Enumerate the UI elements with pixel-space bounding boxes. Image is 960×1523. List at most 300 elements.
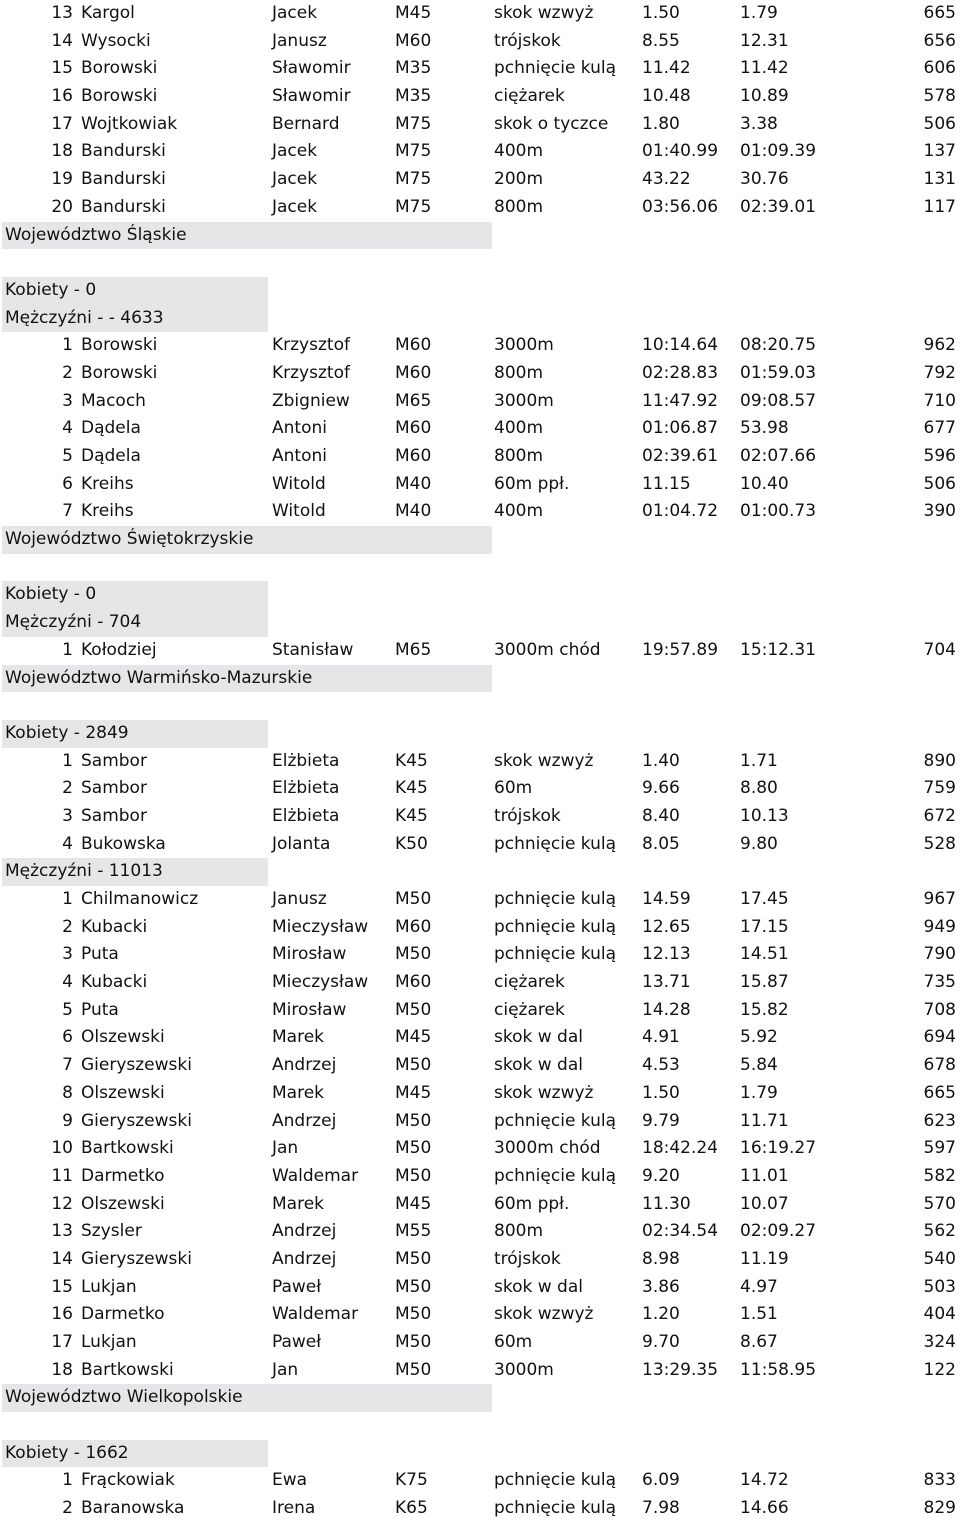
table-row bbox=[0, 941, 960, 969]
points: 578 bbox=[923, 86, 956, 107]
event-name: skok w dal bbox=[494, 1276, 583, 1297]
points: 570 bbox=[923, 1193, 956, 1214]
result: 11.15 bbox=[642, 473, 691, 494]
age-graded-result: 11.01 bbox=[740, 1165, 789, 1186]
first-name: Jacek bbox=[272, 169, 318, 190]
gender-header-row bbox=[0, 720, 960, 748]
first-name: Sławomir bbox=[272, 58, 351, 79]
event-name: 400m bbox=[494, 141, 544, 162]
age-graded-result: 1.51 bbox=[740, 1304, 778, 1325]
gender-header: Mężczyźni - 704 bbox=[5, 612, 142, 633]
table-row bbox=[0, 748, 960, 776]
first-name: Elżbieta bbox=[272, 750, 340, 771]
first-name: Mirosław bbox=[272, 944, 347, 965]
points: 596 bbox=[923, 446, 956, 466]
result: 13.71 bbox=[642, 972, 691, 993]
surname: Frąckowiak bbox=[81, 1470, 175, 1491]
age-graded-result: 17.45 bbox=[740, 889, 789, 909]
points: 506 bbox=[923, 473, 956, 494]
points: 677 bbox=[923, 418, 956, 439]
age-category: M50 bbox=[395, 1110, 432, 1131]
gender-header-row bbox=[0, 858, 960, 886]
result: 43.22 bbox=[642, 169, 691, 190]
points: 131 bbox=[923, 169, 956, 190]
place-number: 2 bbox=[62, 362, 73, 383]
place-number: 7 bbox=[62, 1055, 73, 1076]
first-name: Jacek bbox=[272, 141, 318, 162]
first-name: Mirosław bbox=[272, 999, 347, 1020]
points: 708 bbox=[923, 999, 956, 1020]
first-name: Paweł bbox=[272, 1332, 322, 1352]
table-row bbox=[0, 55, 960, 83]
age-category: K75 bbox=[395, 1470, 428, 1491]
result: 01:04.72 bbox=[642, 501, 719, 522]
place-number: 4 bbox=[62, 833, 73, 854]
age-category: K45 bbox=[395, 778, 428, 799]
first-name: Jacek bbox=[272, 3, 318, 23]
gender-header-row bbox=[0, 305, 960, 333]
first-name: Andrzej bbox=[272, 1110, 337, 1131]
first-name: Witold bbox=[272, 501, 326, 522]
surname: Kubacki bbox=[81, 916, 148, 937]
age-graded-result: 09:08.57 bbox=[740, 390, 817, 411]
result: 01:40.99 bbox=[642, 141, 719, 162]
place-number: 14 bbox=[51, 30, 73, 51]
age-graded-result: 11:58.95 bbox=[740, 1359, 817, 1380]
age-category: M50 bbox=[395, 1359, 432, 1380]
age-graded-result: 53.98 bbox=[740, 418, 789, 439]
surname: Szysler bbox=[81, 1221, 142, 1242]
age-category: M55 bbox=[395, 1221, 432, 1242]
gender-header: Mężczyźni - 11013 bbox=[5, 861, 163, 882]
result: 1.50 bbox=[642, 1082, 680, 1103]
event-name: pchnięcie kulą bbox=[494, 916, 617, 937]
age-category: M60 bbox=[395, 916, 432, 937]
points: 672 bbox=[923, 805, 956, 826]
region-header: Województwo Wielkopolskie bbox=[5, 1387, 243, 1408]
first-name: Elżbieta bbox=[272, 778, 340, 799]
age-graded-result: 5.92 bbox=[740, 1027, 778, 1048]
spacer-row bbox=[0, 249, 960, 277]
points: 656 bbox=[923, 30, 956, 51]
age-category: M50 bbox=[395, 1055, 432, 1076]
event-name: 400m bbox=[494, 501, 544, 522]
table-row bbox=[0, 166, 960, 194]
place-number: 19 bbox=[51, 169, 73, 190]
age-category: M50 bbox=[395, 889, 432, 909]
result: 9.66 bbox=[642, 778, 680, 799]
first-name: Jacek bbox=[272, 196, 318, 217]
event-name: ciężarek bbox=[494, 86, 565, 107]
age-category: M50 bbox=[395, 1332, 432, 1352]
table-row bbox=[0, 775, 960, 803]
age-category: M45 bbox=[395, 1082, 432, 1103]
age-category: K45 bbox=[395, 750, 428, 771]
surname: Wysocki bbox=[81, 30, 151, 51]
age-category: M75 bbox=[395, 113, 432, 134]
age-graded-result: 01:00.73 bbox=[740, 501, 817, 522]
age-graded-result: 3.38 bbox=[740, 113, 778, 134]
first-name: Antoni bbox=[272, 418, 327, 439]
result: 01:06.87 bbox=[642, 418, 719, 439]
event-name: skok o tyczce bbox=[494, 113, 609, 134]
table-row bbox=[0, 1191, 960, 1219]
age-graded-result: 12.31 bbox=[740, 30, 789, 51]
result: 10.48 bbox=[642, 86, 691, 107]
surname: Borowski bbox=[81, 86, 158, 107]
first-name: Andrzej bbox=[272, 1055, 337, 1076]
age-category: M50 bbox=[395, 1276, 432, 1297]
age-category: K50 bbox=[395, 833, 428, 854]
first-name: Paweł bbox=[272, 1276, 322, 1297]
result: 18:42.24 bbox=[642, 1138, 719, 1159]
first-name: Elżbieta bbox=[272, 805, 340, 826]
event-name: pchnięcie kulą bbox=[494, 1470, 617, 1491]
place-number: 5 bbox=[62, 446, 73, 466]
event-name: 60m bbox=[494, 1332, 533, 1352]
result: 14.28 bbox=[642, 999, 691, 1020]
age-graded-result: 14.51 bbox=[740, 944, 789, 965]
gender-header: Kobiety - 0 bbox=[5, 279, 97, 300]
age-category: M75 bbox=[395, 196, 432, 217]
place-number: 7 bbox=[62, 501, 73, 522]
event-name: skok wzwyż bbox=[494, 1082, 594, 1103]
surname: Darmetko bbox=[81, 1165, 165, 1186]
first-name: Witold bbox=[272, 473, 326, 494]
age-graded-result: 02:07.66 bbox=[740, 446, 817, 466]
place-number: 17 bbox=[51, 113, 73, 134]
points: 528 bbox=[923, 833, 956, 854]
surname: Bandurski bbox=[81, 141, 166, 162]
gender-header: Kobiety - 0 bbox=[5, 584, 97, 605]
age-graded-result: 01:09.39 bbox=[740, 141, 817, 162]
place-number: 11 bbox=[51, 1165, 73, 1186]
table-row bbox=[0, 111, 960, 139]
result: 4.53 bbox=[642, 1055, 680, 1076]
event-name: skok wzwyż bbox=[494, 3, 594, 23]
result: 8.98 bbox=[642, 1248, 680, 1269]
place-number: 20 bbox=[51, 196, 73, 217]
points: 122 bbox=[923, 1359, 956, 1380]
result: 11.30 bbox=[642, 1193, 691, 1214]
event-name: 60m ppł. bbox=[494, 1193, 570, 1214]
result: 10:14.64 bbox=[642, 335, 719, 356]
result: 11.42 bbox=[642, 58, 691, 79]
place-number: 16 bbox=[51, 86, 73, 107]
gender-header-row bbox=[0, 277, 960, 305]
age-graded-result: 08:20.75 bbox=[740, 335, 817, 356]
place-number: 8 bbox=[62, 1082, 73, 1103]
surname: Olszewski bbox=[81, 1082, 165, 1103]
event-name: ciężarek bbox=[494, 972, 565, 993]
event-name: pchnięcie kulą bbox=[494, 944, 617, 965]
age-category: M40 bbox=[395, 501, 432, 522]
region-header: Województwo Świętokrzyskie bbox=[5, 529, 254, 550]
first-name: Bernard bbox=[272, 113, 340, 134]
table-row bbox=[0, 1135, 960, 1163]
age-category: M50 bbox=[395, 1165, 432, 1186]
event-name: pchnięcie kulą bbox=[494, 833, 617, 854]
table-row bbox=[0, 1301, 960, 1329]
first-name: Marek bbox=[272, 1193, 325, 1214]
event-name: 800m bbox=[494, 446, 544, 466]
age-category: M35 bbox=[395, 86, 432, 107]
event-name: 800m bbox=[494, 362, 544, 383]
event-name: pchnięcie kulą bbox=[494, 1165, 617, 1186]
result: 8.05 bbox=[642, 833, 680, 854]
table-row bbox=[0, 415, 960, 443]
table-row bbox=[0, 1357, 960, 1385]
first-name: Irena bbox=[272, 1498, 316, 1519]
points: 678 bbox=[923, 1055, 956, 1076]
surname: Lukjan bbox=[81, 1332, 137, 1352]
surname: Puta bbox=[81, 944, 119, 965]
spacer-row bbox=[0, 692, 960, 720]
surname: Kargol bbox=[81, 3, 135, 23]
age-category: M50 bbox=[395, 1248, 432, 1269]
event-name: skok w dal bbox=[494, 1055, 583, 1076]
result: 8.40 bbox=[642, 805, 680, 826]
first-name: Waldemar bbox=[272, 1304, 359, 1325]
first-name: Krzysztof bbox=[272, 362, 350, 383]
points: 324 bbox=[923, 1332, 956, 1352]
result: 12.13 bbox=[642, 944, 691, 965]
gender-header: Kobiety - 2849 bbox=[5, 722, 129, 743]
place-number: 15 bbox=[51, 58, 73, 79]
points: 949 bbox=[923, 916, 956, 937]
table-row bbox=[0, 138, 960, 166]
surname: Macoch bbox=[81, 390, 146, 411]
place-number: 1 bbox=[62, 639, 73, 660]
age-category: M40 bbox=[395, 473, 432, 494]
event-name: 60m ppł. bbox=[494, 473, 570, 494]
points: 623 bbox=[923, 1110, 956, 1131]
surname: Gieryszewski bbox=[81, 1110, 192, 1131]
region-header-row bbox=[0, 526, 960, 554]
age-category: M45 bbox=[395, 3, 432, 23]
region-header-row bbox=[0, 665, 960, 693]
event-name: trójskok bbox=[494, 1248, 561, 1269]
points: 562 bbox=[923, 1221, 956, 1242]
age-category: M60 bbox=[395, 362, 432, 383]
event-name: 60m bbox=[494, 778, 533, 799]
result: 13:29.35 bbox=[642, 1359, 719, 1380]
table-row bbox=[0, 360, 960, 388]
points: 506 bbox=[923, 113, 956, 134]
table-row bbox=[0, 1163, 960, 1191]
event-name: 3000m bbox=[494, 335, 554, 356]
first-name: Andrzej bbox=[272, 1248, 337, 1269]
result: 3.86 bbox=[642, 1276, 680, 1297]
table-row bbox=[0, 1329, 960, 1357]
place-number: 2 bbox=[62, 916, 73, 937]
event-name: 400m bbox=[494, 418, 544, 439]
gender-header-row bbox=[0, 609, 960, 637]
place-number: 18 bbox=[51, 1359, 73, 1380]
region-header-row bbox=[0, 1384, 960, 1412]
result: 12.65 bbox=[642, 916, 691, 937]
table-row bbox=[0, 637, 960, 665]
surname: Lukjan bbox=[81, 1276, 137, 1297]
gender-header: Kobiety - 1662 bbox=[5, 1442, 129, 1463]
age-category: M50 bbox=[395, 1304, 432, 1325]
first-name: Jan bbox=[272, 1359, 299, 1380]
age-graded-result: 02:39.01 bbox=[740, 196, 817, 217]
age-graded-result: 10.89 bbox=[740, 86, 789, 107]
points: 967 bbox=[923, 889, 956, 909]
event-name: 3000m chód bbox=[494, 639, 601, 660]
surname: Sambor bbox=[81, 750, 147, 771]
surname: Darmetko bbox=[81, 1304, 165, 1325]
surname: Bandurski bbox=[81, 196, 166, 217]
first-name: Andrzej bbox=[272, 1221, 337, 1242]
first-name: Waldemar bbox=[272, 1165, 359, 1186]
surname: Olszewski bbox=[81, 1193, 165, 1214]
surname: Sambor bbox=[81, 805, 147, 826]
place-number: 5 bbox=[62, 999, 73, 1020]
age-graded-result: 14.66 bbox=[740, 1498, 789, 1519]
gender-header-row bbox=[0, 1440, 960, 1468]
age-graded-result: 4.97 bbox=[740, 1276, 778, 1297]
age-category: M75 bbox=[395, 141, 432, 162]
surname: Kreihs bbox=[81, 501, 134, 522]
age-category: M60 bbox=[395, 418, 432, 439]
spacer-row bbox=[0, 1412, 960, 1440]
age-graded-result: 17.15 bbox=[740, 916, 789, 937]
place-number: 6 bbox=[62, 473, 73, 494]
surname: Wojtkowiak bbox=[81, 113, 178, 134]
age-graded-result: 01:59.03 bbox=[740, 362, 817, 383]
age-category: M50 bbox=[395, 999, 432, 1020]
event-name: 800m bbox=[494, 1221, 544, 1242]
surname: Sambor bbox=[81, 778, 147, 799]
table-row bbox=[0, 388, 960, 416]
place-number: 9 bbox=[62, 1110, 73, 1131]
surname: Borowski bbox=[81, 58, 158, 79]
table-row bbox=[0, 0, 960, 28]
event-name: skok wzwyż bbox=[494, 1304, 594, 1325]
place-number: 13 bbox=[51, 1221, 73, 1242]
age-graded-result: 11.42 bbox=[740, 58, 789, 79]
result: 7.98 bbox=[642, 1498, 680, 1519]
age-graded-result: 11.71 bbox=[740, 1110, 789, 1131]
points: 117 bbox=[923, 196, 956, 217]
points: 665 bbox=[923, 1082, 956, 1103]
age-graded-result: 8.80 bbox=[740, 778, 778, 799]
points: 606 bbox=[923, 58, 956, 79]
surname: Bukowska bbox=[81, 833, 166, 854]
first-name: Marek bbox=[272, 1082, 325, 1103]
age-category: M35 bbox=[395, 58, 432, 79]
result: 02:39.61 bbox=[642, 446, 719, 466]
surname: Gieryszewski bbox=[81, 1248, 192, 1269]
event-name: 3000m bbox=[494, 390, 554, 411]
age-category: M45 bbox=[395, 1027, 432, 1048]
first-name: Sławomir bbox=[272, 86, 351, 107]
first-name: Janusz bbox=[272, 889, 327, 909]
surname: Dądela bbox=[81, 418, 141, 439]
result: 02:28.83 bbox=[642, 362, 719, 383]
result: 11:47.92 bbox=[642, 390, 719, 411]
result: 6.09 bbox=[642, 1470, 680, 1491]
event-name: ciężarek bbox=[494, 999, 565, 1020]
first-name: Jolanta bbox=[272, 833, 331, 854]
age-category: M75 bbox=[395, 169, 432, 190]
age-category: M50 bbox=[395, 1138, 432, 1159]
first-name: Zbigniew bbox=[272, 390, 350, 411]
table-row bbox=[0, 1080, 960, 1108]
place-number: 6 bbox=[62, 1027, 73, 1048]
surname: Bartkowski bbox=[81, 1359, 174, 1380]
points: 759 bbox=[923, 778, 956, 799]
age-category: M60 bbox=[395, 972, 432, 993]
place-number: 16 bbox=[51, 1304, 73, 1325]
first-name: Stanisław bbox=[272, 639, 354, 660]
event-name: 200m bbox=[494, 169, 544, 190]
place-number: 3 bbox=[62, 805, 73, 826]
place-number: 4 bbox=[62, 418, 73, 439]
result: 4.91 bbox=[642, 1027, 680, 1048]
result: 03:56.06 bbox=[642, 196, 719, 217]
table-row bbox=[0, 83, 960, 111]
first-name: Antoni bbox=[272, 446, 327, 466]
age-graded-result: 1.79 bbox=[740, 3, 778, 23]
table-row bbox=[0, 498, 960, 526]
place-number: 17 bbox=[51, 1332, 73, 1352]
result: 19:57.89 bbox=[642, 639, 719, 660]
age-category: K65 bbox=[395, 1498, 428, 1519]
surname: Kreihs bbox=[81, 473, 134, 494]
first-name: Jan bbox=[272, 1138, 299, 1159]
surname: Borowski bbox=[81, 335, 158, 356]
event-name: 800m bbox=[494, 196, 544, 217]
age-graded-result: 8.67 bbox=[740, 1332, 778, 1352]
surname: Baranowska bbox=[81, 1498, 185, 1519]
table-row bbox=[0, 969, 960, 997]
table-row bbox=[0, 831, 960, 859]
result: 8.55 bbox=[642, 30, 680, 51]
points: 710 bbox=[923, 390, 956, 411]
points: 829 bbox=[923, 1498, 956, 1519]
table-row bbox=[0, 1218, 960, 1246]
age-category: M65 bbox=[395, 390, 432, 411]
surname: Chilmanowicz bbox=[81, 889, 199, 909]
points: 704 bbox=[923, 639, 956, 660]
table-row bbox=[0, 1495, 960, 1523]
points: 792 bbox=[923, 362, 956, 383]
age-graded-result: 10.40 bbox=[740, 473, 789, 494]
table-row bbox=[0, 194, 960, 222]
event-name: pchnięcie kulą bbox=[494, 889, 617, 909]
age-graded-result: 30.76 bbox=[740, 169, 789, 190]
gender-header: Mężczyźni - - 4633 bbox=[5, 307, 164, 328]
age-graded-result: 02:09.27 bbox=[740, 1221, 817, 1242]
table-row bbox=[0, 1274, 960, 1302]
result: 9.20 bbox=[642, 1165, 680, 1186]
place-number: 2 bbox=[62, 1498, 73, 1519]
table-row bbox=[0, 332, 960, 360]
age-category: M60 bbox=[395, 30, 432, 51]
result: 1.20 bbox=[642, 1304, 680, 1325]
points: 665 bbox=[923, 3, 956, 23]
age-category: M50 bbox=[395, 944, 432, 965]
age-category: M60 bbox=[395, 335, 432, 356]
table-row bbox=[0, 803, 960, 831]
surname: Bandurski bbox=[81, 169, 166, 190]
place-number: 13 bbox=[51, 3, 73, 23]
surname: Borowski bbox=[81, 362, 158, 383]
age-graded-result: 5.84 bbox=[740, 1055, 778, 1076]
